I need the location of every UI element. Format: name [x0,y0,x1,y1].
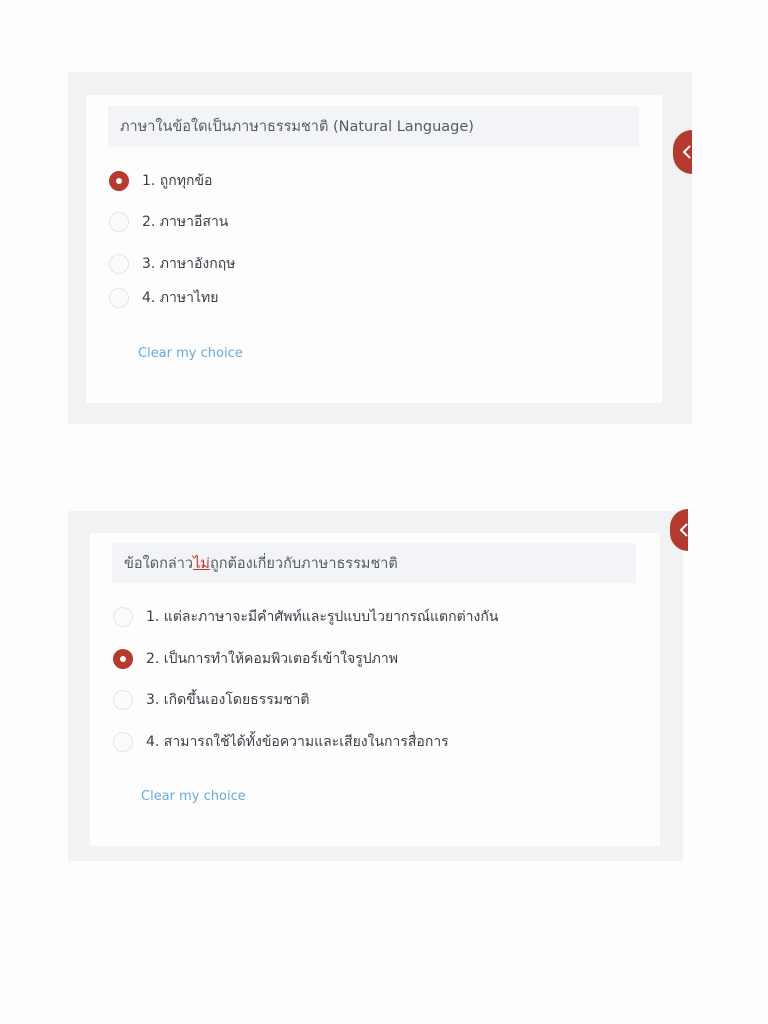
chevron-left-icon [682,145,692,159]
option-label: 1. ถูกทุกข้อ [142,173,213,189]
option-label: 3. เกิดขึ้นเองโดยธรรมชาติ [146,692,310,708]
radio-selected-icon[interactable] [109,171,129,191]
option-label: 2. เป็นการทำให้คอมพิวเตอร์เข้าใจรูปภาพ [146,651,398,667]
question-1-option-3[interactable] [109,252,235,276]
question-2-option-2[interactable] [113,647,398,671]
question-2-clear-choice-link[interactable]: Clear my choice [141,789,246,804]
radio-icon[interactable] [113,732,133,752]
question-2-label-before: ข้อใดกล่าว [124,555,194,572]
question-2-label-after: ถูกต้องเกี่ยวกับภาษาธรรมชาติ [209,555,398,572]
option-label: 3. ภาษาอังกฤษ [142,256,236,272]
question-2-option-3[interactable] [113,688,309,712]
question-1-option-1[interactable] [109,169,212,193]
question-2-negation-word: ไม่ [193,555,210,572]
radio-icon[interactable] [109,288,129,308]
question-1-option-2[interactable] [109,210,228,234]
option-label: 1. แต่ละภาษาจะมีคำศัพท์และรูปแบบไวยากรณ์แตกต่างกัน [146,609,499,625]
radio-icon[interactable] [113,607,133,627]
radio-icon[interactable] [109,254,129,274]
option-label: 4. สามารถใช้ได้ทั้งข้อความและเสียงในการสื่อการ [146,734,449,750]
radio-icon[interactable] [113,690,133,710]
question-2-option-4[interactable] [113,730,449,754]
option-label: 4. ภาษาไทย [142,290,219,306]
question-1-clear-choice-link[interactable]: Clear my choice [138,346,243,361]
chevron-left-icon [679,523,688,537]
question-2-text [112,543,636,583]
question-1-option-4[interactable] [109,286,218,310]
option-label: 2. ภาษาอีสาน [142,214,229,230]
question-1-text [108,106,639,147]
question-1-label: ภาษาในข้อใดเป็นภาษาธรรมชาติ (Natural Language) [120,119,474,135]
radio-selected-icon[interactable] [113,649,133,669]
question-2-option-1[interactable] [113,605,498,629]
radio-icon[interactable] [109,212,129,232]
